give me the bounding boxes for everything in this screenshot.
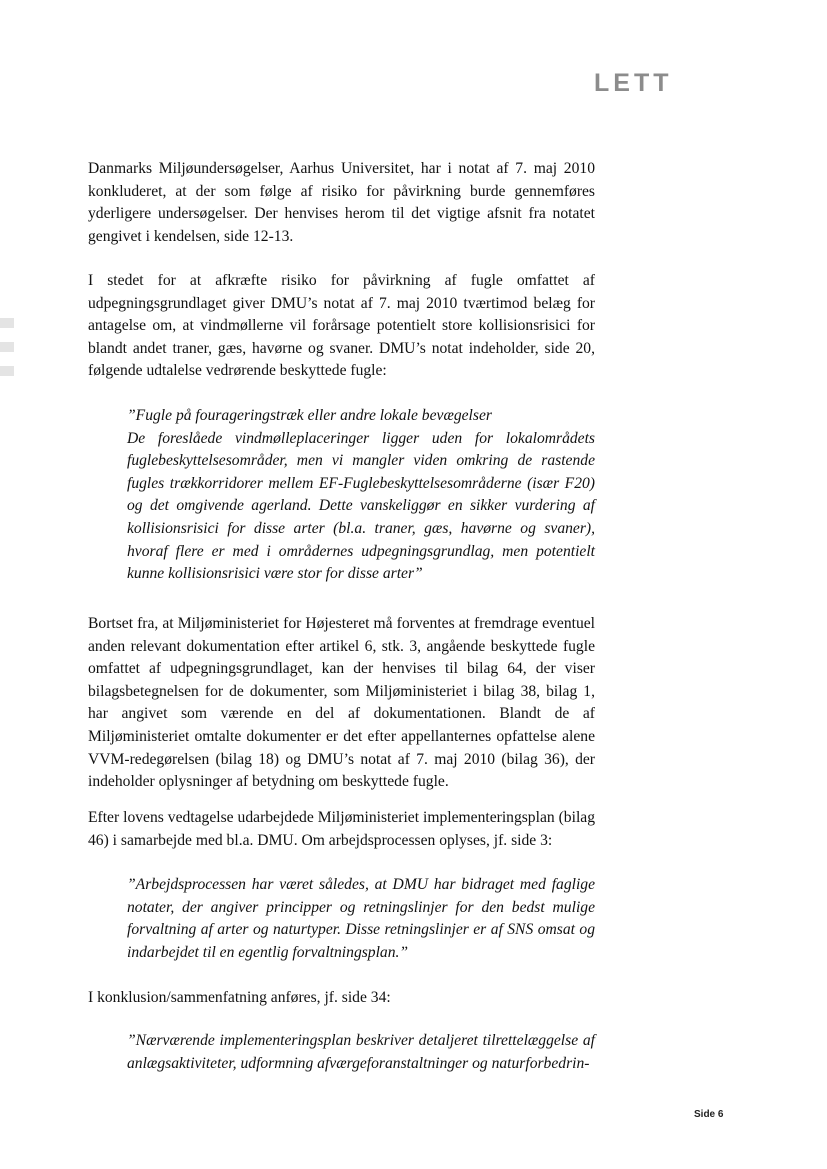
quote-heading: ”Fugle på fourageringstræk eller andre lokale bevægelser xyxy=(127,407,492,424)
paragraph-dmu-conclusion: Danmarks Miljøundersøgelser, Aarhus Universitet, har i notat af 7. maj 2010 konkluderet, at der som følge af risiko for påvirkning burde gennemføres yderligere undersøgelser. Der henvises herom til det vigtige afsnit fra notatet gengivet i kendelsen, side 12-13. xyxy=(88,160,595,245)
quote-work-process: ”Arbejdsprocessen har været således, at DMU har bidraget med faglige notater, der angiver principper og retningslinjer for den bedst mulige forvaltning af arter og naturtyper. Disse retningslinjer er af SNS omsat og indarbejdet til en egentlig forvaltningsplan.” xyxy=(127,876,595,961)
paragraph-conclusion-intro: I konklusion/sammenfatning anføres, jf. side 34: xyxy=(88,989,391,1006)
paragraph-implementation-plan: Efter lovens vedtagelse udarbejdede Miljøministeriet implementeringsplan (bilag 46) i samarbejde med bl.a. DMU. Om arbejdsprocessen oplyses, jf. side 3: xyxy=(88,809,595,849)
quote-body: De foreslåede vindmølleplaceringer ligger uden for lokalområdets fuglebeskyttelsesområder, men vi mangler viden omkring de rastende fugles trækkorridorer mellem EF-Fuglebeskyttelsesområderne (især F20) og det omgivende agerland. Dette vanskeliggør en sikker vurdering af kollisionsrisici for disse arter (bl.a. traner, gæs, havørne og svaner), hvoraf flere er med i områdernes udpegningsgrundlag, men potentielt kunne kollisionsrisici være stor for disse arter” xyxy=(127,429,595,583)
paragraph-risk-evidence: I stedet for at afkræfte risiko for påvirkning af fugle omfattet af udpegningsgrundlaget giver DMU’s notat af 7. maj 2010 tværtimod belæg for antagelse om, at vindmøllerne vil forårsage potentielt store kollisionsrisici for blandt andet traner, gæs, havørne og svaner. DMU’s notat indeholder, side 20, følgende udtalelse vedrørende beskyttede fugle: xyxy=(88,272,595,380)
scan-margin-mark xyxy=(0,318,14,328)
page-number: Side 6 xyxy=(694,1109,724,1120)
scan-margin-mark xyxy=(0,342,14,352)
quote-conclusion: ”Nærværende implementeringsplan beskriver detaljeret tilrettelæggelse af anlægsaktiviteter, udformning afværgeforanstaltninger og naturforbedrin- xyxy=(127,1032,595,1072)
scan-margin-mark xyxy=(0,366,14,376)
quote-dmu-notat xyxy=(127,405,595,586)
lett-logo: LETT xyxy=(594,69,673,97)
paragraph-documentation: Bortset fra, at Miljøministeriet for Højesteret må forventes at fremdrage eventuel anden relevant dokumentation efter artikel 6, stk. 3, angående beskyttede fugle omfattet af udpegningsgrundlaget, kan der henvises til bilag 64, der viser bilagsbetegnelsen for de dokumenter, som Miljøministeriet i bilag 38, bilag 1, har angivet som værende en del af dokumentationen. Blandt de af Miljøministeriet omtalte dokumenter er det efter appellanternes opfattelse alene VVM-redegørelsen (bilag 18) og DMU’s notat af 7. maj 2010 (bilag 36), der indeholder oplysninger af betydning om beskyttede fugle. xyxy=(88,615,595,791)
